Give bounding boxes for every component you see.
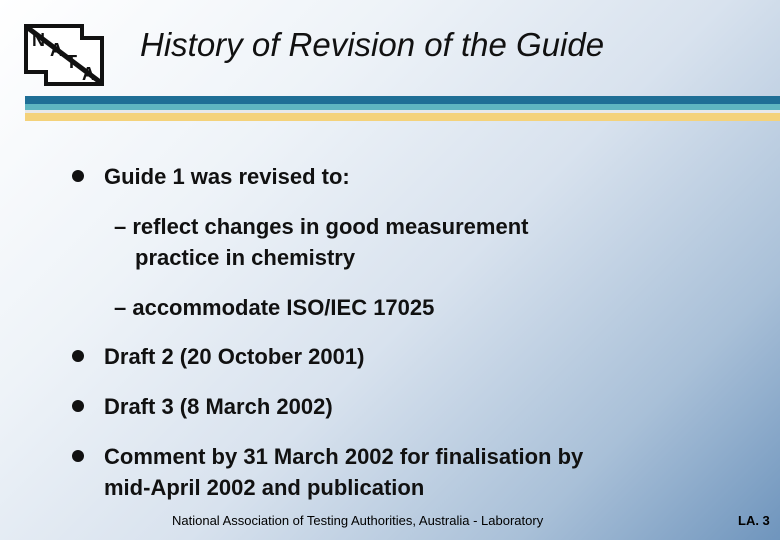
bullet-dot xyxy=(72,350,84,362)
bullet-item-continuation: mid-April 2002 and publication xyxy=(104,475,425,500)
sub-item-continuation: practice in chemistry xyxy=(135,245,356,270)
svg-text:T: T xyxy=(66,52,77,72)
svg-text:A: A xyxy=(50,40,63,60)
bullet-item: Draft 3 (8 March 2002) xyxy=(104,394,333,419)
title-divider xyxy=(25,96,780,121)
footer-text: National Association of Testing Authorities, Australia - Laboratory xyxy=(172,513,544,528)
slide-title: History of Revision of the Guide xyxy=(140,26,605,63)
sub-item: – accommodate ISO/IEC 17025 xyxy=(114,295,435,320)
svg-text:N: N xyxy=(32,30,45,50)
page-number: LA. 3 xyxy=(738,513,770,528)
bullet-dot xyxy=(72,400,84,412)
bullet-item: Guide 1 was revised to: xyxy=(104,164,350,189)
nata-logo xyxy=(22,22,106,88)
bullet-dot xyxy=(72,170,84,182)
svg-text:A: A xyxy=(82,64,95,84)
bullet-item: Draft 2 (20 October 2001) xyxy=(104,344,365,369)
bullet-item: Comment by 31 March 2002 for finalisation by xyxy=(104,444,584,469)
bullet-dot xyxy=(72,450,84,462)
sub-item: – reflect changes in good measurement xyxy=(114,214,529,239)
